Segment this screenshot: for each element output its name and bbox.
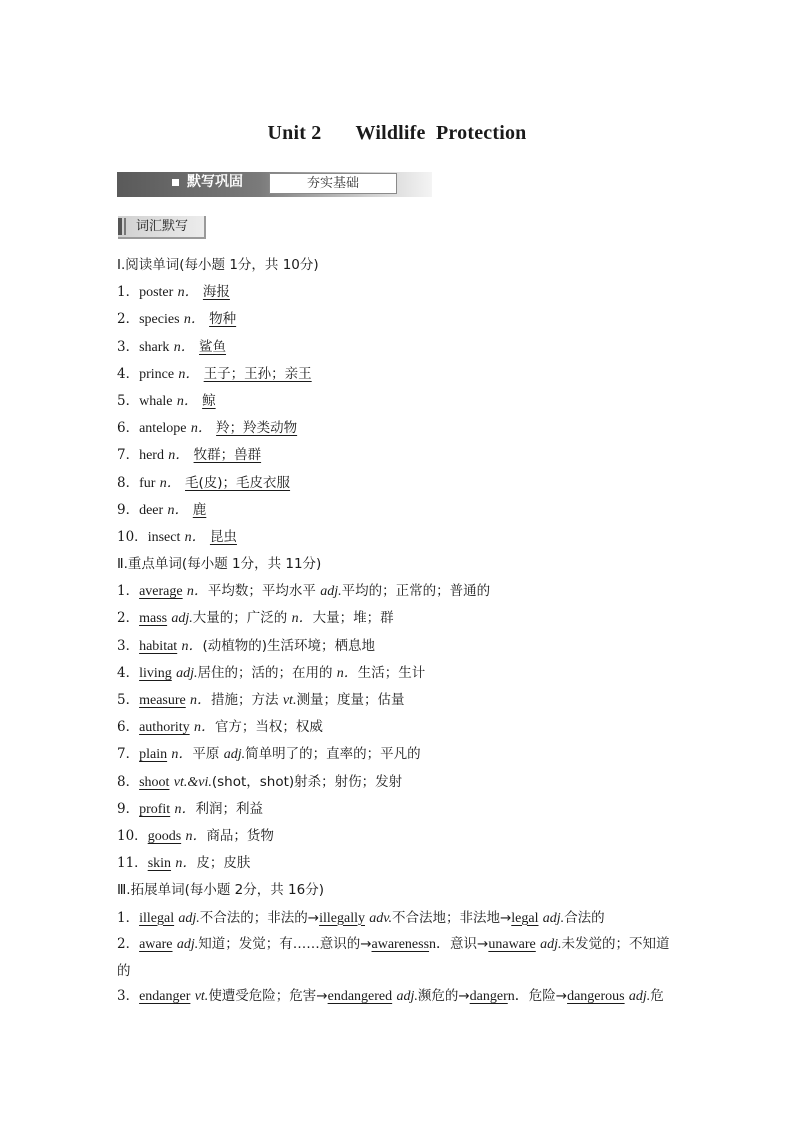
part-of-speech: adj. [542,910,565,926]
item-number: 3． [117,637,140,654]
part-of-speech: adj. [171,611,193,627]
answer-definition: 王子；王孙；亲王 [203,365,312,382]
answer-word: aware [139,936,173,952]
part-of-speech: n． [186,584,208,600]
answer-word: unaware [488,936,536,952]
vocab-word: deer [139,502,164,518]
section-banner [117,172,432,197]
banner-left [117,172,267,193]
part-of-speech: n． [507,988,529,1004]
part-of-speech: adj. [320,584,342,600]
part-of-speech: n． [175,856,197,872]
answer-word: endanger [139,988,191,1004]
item-number: 7． [117,447,140,464]
reading-item [117,337,679,364]
ext-item-3 [117,986,679,1013]
part-of-speech: n． [190,421,212,437]
item-number: 10． [117,827,148,844]
item-number: 6． [117,719,140,736]
part-of-speech: adj. [540,936,562,952]
section-heading-reading: Ⅰ.阅读单词(每小题 1分，共 10分) [117,257,319,273]
answer-word: goods [147,828,182,844]
vocab-subhead [118,216,206,239]
item-number: 6． [117,420,140,437]
vocab-word: antelope [139,421,187,437]
part-of-speech: vt. [194,988,209,1004]
item-number: 3． [117,338,140,355]
part-of-speech: n． [173,339,195,355]
definition: 官方；当权；权威 [214,719,323,736]
item-number: 2． [117,311,140,328]
vocab-word: insect [147,529,181,545]
item-number: 2． [117,935,140,952]
answer-word: mass [139,611,168,627]
reading-list [117,282,679,554]
key-item [117,853,679,880]
key-item [117,826,679,853]
title-topic: Wildlife Protection [355,122,527,144]
definition: (shot，shot)射杀；射伤；发射 [211,773,403,790]
vocab-content [117,255,679,1013]
definition: 知道；发觉；有……意识的→ [198,935,372,952]
key-item [117,690,679,717]
item-number: 5． [117,392,140,409]
reading-item [117,473,679,500]
part-of-speech: adj. [176,936,199,952]
definition: 测量；度量；估量 [296,692,405,708]
vocab-word: herd [139,448,164,464]
item-number: 5． [117,692,140,708]
ext-item-2 [117,931,679,985]
answer-word: habitat [139,638,178,654]
part-of-speech: adj. [176,665,198,681]
item-number: 1． [117,583,140,600]
square-icon [172,179,179,186]
vocab-word: species [139,312,180,328]
banner-left-label: 默写巩固 [187,174,243,190]
answer-definition: 海报 [202,284,230,301]
definition: 濒危的→ [417,987,470,1004]
item-number: 4． [117,664,140,681]
answer-word: living [139,665,172,681]
part-of-speech: adj. [223,747,246,763]
title-unit: Unit 2 [267,122,322,144]
answer-word: profit [139,801,171,817]
answer-definition: 鲸 [202,392,216,409]
answer-word: endangered [327,988,393,1004]
answer-word: average [139,584,183,600]
item-number: 9． [117,800,140,817]
definition: 危 [650,987,664,1004]
definition: 皮；皮肤 [196,855,251,872]
answer-word: authority [139,720,190,736]
answer-definition: 鲨鱼 [199,338,227,355]
definition: 平原 [192,746,224,763]
section-heading-extended: Ⅲ.拓展单词(每小题 2分，共 16分) [117,882,324,899]
answer-definition: 羚；羚类动物 [216,420,298,437]
answer-definition: 昆虫 [209,528,237,545]
definition: 大量；堆；群 [312,610,394,627]
definition: 不合法地；非法地→ [391,909,512,926]
key-item [117,636,679,663]
key-item [117,799,679,826]
reading-item [117,445,679,472]
item-number: 7． [117,746,140,763]
definition: 使遭受危险；危害→ [208,987,328,1004]
vocab-word: shark [139,339,170,355]
section-heading-key: Ⅱ.重点单词(每小题 1分，共 11分) [117,556,322,573]
answer-word: skin [147,856,172,872]
vocab-word: prince [139,366,175,382]
definition: 不合法的；非法的→ [199,909,320,926]
part-of-speech: n． [176,393,198,409]
vocab-word: whale [139,393,173,409]
part-of-speech: n． [291,611,313,627]
part-of-speech: n． [178,366,200,382]
part-of-speech: vt.&vi. [173,774,212,790]
part-of-speech: vt. [282,693,297,708]
vocab-word: poster [139,285,174,301]
part-of-speech: n． [193,720,215,736]
part-of-speech: n． [171,747,193,763]
item-number: 4． [117,365,140,382]
definition: 生活；生计 [357,664,426,681]
item-number: 1． [117,284,140,301]
subhead-bar-icon [118,218,122,235]
answer-word: measure [139,693,186,708]
subhead-label: 词汇默写 [136,219,189,234]
item-number: 8． [117,773,140,790]
definition: 大量的；广泛的 [192,610,292,627]
definition: 利润；利益 [195,800,263,817]
part-of-speech: n． [174,801,196,817]
answer-word: shoot [139,774,170,790]
definition: 居住的；活的；在用的 [197,664,337,681]
answer-definition: 毛(皮)；毛皮衣服 [185,474,291,491]
part-of-speech: n． [185,828,207,844]
reading-item [117,282,679,309]
part-of-speech: n． [167,502,189,518]
part-of-speech: n． [190,693,212,708]
answer-definition: 牧群；兽群 [193,447,262,464]
definition: 平均数；平均水平 [207,583,321,600]
key-item [117,772,679,799]
reading-item [117,527,679,554]
answer-word: awareness [371,936,430,952]
definition: (动植物的)生活环境；栖息地 [202,637,376,654]
definition: 未发觉的；不知道的 [117,935,670,979]
definition: 合法的 [564,909,605,926]
part-of-speech: n． [183,312,205,328]
part-of-speech: n． [181,638,203,654]
subhead-bar2-icon [124,218,126,235]
banner-right-label: 夯实基础 [269,173,397,194]
reading-item [117,418,679,445]
item-number: 11． [117,855,148,872]
definition: 意识→ [450,935,489,952]
part-of-speech: adj. [178,910,200,926]
definition: 简单明了的；直率的；平凡的 [245,746,421,763]
item-number: 2． [117,610,140,627]
part-of-speech: n． [168,448,190,464]
answer-word: legal [511,910,539,926]
key-item [117,717,679,744]
item-number: 8． [117,474,140,491]
answer-word: illegally [319,910,365,926]
part-of-speech: adv. [369,910,392,926]
vocab-word: fur [139,475,156,491]
key-list [117,581,679,880]
definition: 商品；货物 [206,827,274,844]
reading-item [117,500,679,527]
page-title [0,122,794,145]
part-of-speech: adj. [396,988,418,1004]
item-number: 3． [117,987,140,1004]
answer-word: dangerous [567,988,625,1004]
part-of-speech: n． [159,475,181,491]
reading-item [117,364,679,391]
item-number: 10． [117,528,148,545]
part-of-speech: n． [336,665,358,681]
key-item [117,744,679,771]
key-item [117,663,679,690]
part-of-speech: n． [177,285,199,301]
item-number: 9． [117,501,140,518]
reading-item [117,309,679,336]
answer-word: illegal [139,910,175,926]
answer-definition: 物种 [209,311,237,328]
part-of-speech: n． [429,936,451,952]
key-item [117,581,679,608]
answer-word: plain [139,747,168,763]
definition: 平均的；正常的；普通的 [341,583,491,600]
part-of-speech: adj. [628,988,651,1004]
part-of-speech: n． [184,529,206,545]
key-item [117,608,679,635]
reading-item [117,391,679,418]
definition: 措施；方法 [211,692,283,708]
answer-word: danger [469,988,508,1004]
answer-definition: 鹿 [192,501,207,518]
item-number: 1． [117,909,140,926]
definition: 危险→ [528,987,568,1004]
